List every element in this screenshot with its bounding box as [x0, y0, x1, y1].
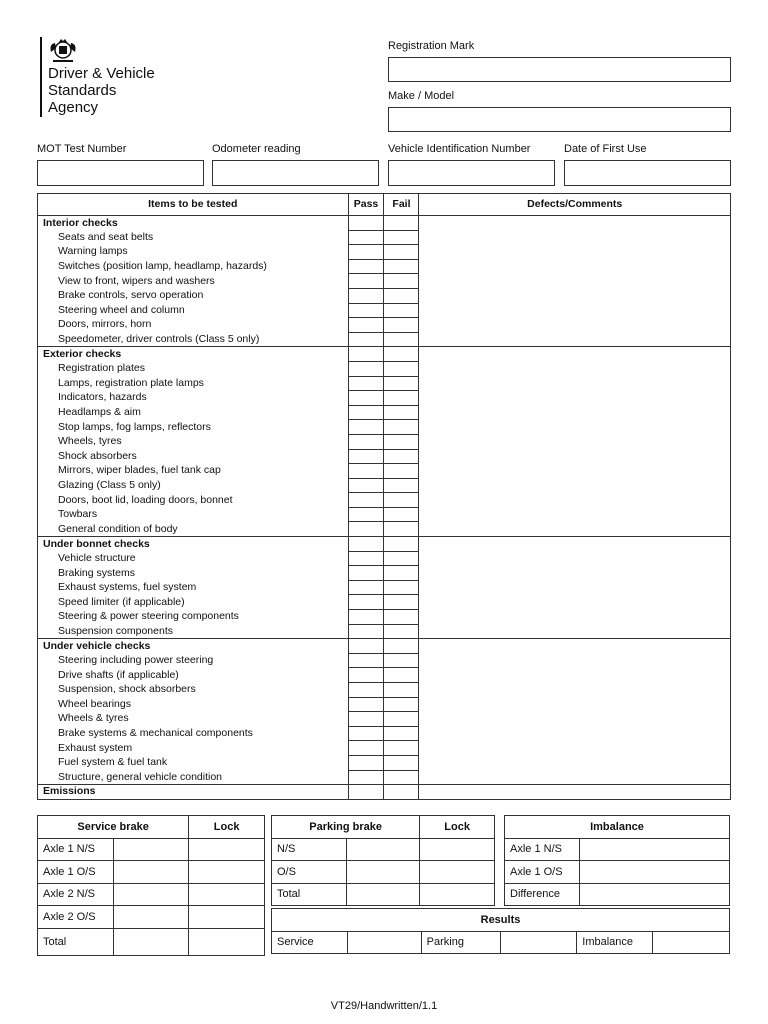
brake-value-cell[interactable] [113, 838, 189, 861]
brake-row-label: Axle 1 O/S [505, 861, 580, 884]
registration-mark-label: Registration Mark [388, 40, 475, 52]
brake-value-cell[interactable] [113, 906, 189, 929]
check-item-label: Headlamps & aim [38, 405, 349, 420]
brake-row [38, 838, 265, 861]
fail-checkbox[interactable] [384, 376, 419, 391]
service-brake-lock: Lock [189, 816, 265, 839]
comments-cell[interactable] [419, 347, 731, 362]
brake-row [505, 883, 730, 906]
check-item-label: General condition of body [38, 522, 349, 537]
fail-checkbox[interactable] [384, 697, 419, 712]
results-parking-label: Parking [421, 931, 500, 954]
comments-cell[interactable] [419, 712, 731, 727]
brake-value-cell[interactable] [346, 883, 420, 906]
check-row [38, 303, 731, 318]
comments-cell[interactable] [419, 610, 731, 625]
check-item-label: Brake systems & mechanical components [38, 726, 349, 741]
fail-checkbox[interactable] [384, 303, 419, 318]
fail-checkbox[interactable] [384, 770, 419, 785]
section-row [38, 537, 731, 552]
comments-cell[interactable] [419, 303, 731, 318]
comments-cell[interactable] [419, 259, 731, 274]
check-row [38, 580, 731, 595]
check-row [38, 755, 731, 770]
comments-cell[interactable] [419, 755, 731, 770]
brake-row [38, 928, 265, 955]
check-row [38, 288, 731, 303]
fail-checkbox[interactable] [384, 507, 419, 522]
brake-row [505, 861, 730, 884]
check-item-label: Wheels & tyres [38, 712, 349, 727]
comments-cell[interactable] [419, 361, 731, 376]
pass-checkbox[interactable] [348, 230, 384, 245]
col-pass-header: Pass [348, 194, 384, 216]
check-item-label: Drive shafts (if applicable) [38, 668, 349, 683]
emissions-pass-checkbox[interactable] [348, 785, 384, 800]
pass-checkbox[interactable] [348, 551, 384, 566]
brake-value-cell[interactable] [113, 928, 189, 955]
brake-row [272, 883, 495, 906]
pass-checkbox[interactable] [348, 624, 384, 639]
check-item-label: Exhaust system [38, 741, 349, 756]
brake-row [38, 906, 265, 929]
fail-checkbox[interactable] [384, 420, 419, 435]
pass-checkbox[interactable] [348, 434, 384, 449]
royal-crest-icon [48, 38, 78, 64]
check-row [38, 741, 731, 756]
agency-line2: Standards [48, 82, 117, 99]
section-row [38, 639, 731, 654]
check-item-label: Vehicle structure [38, 551, 349, 566]
check-row [38, 259, 731, 274]
check-row [38, 420, 731, 435]
pass-checkbox[interactable] [348, 741, 384, 756]
brake-row-label: Axle 2 N/S [38, 883, 114, 906]
check-row [38, 653, 731, 668]
comments-cell[interactable] [419, 318, 731, 333]
pass-checkbox[interactable] [348, 610, 384, 625]
comments-cell[interactable] [419, 391, 731, 406]
comments-cell[interactable] [419, 537, 731, 552]
checks-table [37, 193, 731, 800]
make-model-field[interactable] [388, 107, 731, 132]
comments-cell[interactable] [419, 726, 731, 741]
results-imbalance-label: Imbalance [577, 931, 653, 954]
comments-cell[interactable] [419, 741, 731, 756]
comments-cell[interactable] [419, 595, 731, 610]
pass-checkbox[interactable] [348, 332, 384, 347]
pass-checkbox[interactable] [348, 697, 384, 712]
comments-cell[interactable] [419, 216, 731, 231]
comments-cell[interactable] [419, 464, 731, 479]
check-row [38, 230, 731, 245]
check-item-label: Seats and seat belts [38, 230, 349, 245]
section-pass-spacer [348, 537, 384, 552]
check-row [38, 332, 731, 347]
section-title: Exterior checks [38, 347, 349, 362]
emissions-row [38, 785, 731, 800]
brake-value-cell[interactable] [189, 906, 265, 929]
section-fail-spacer [384, 537, 419, 552]
comments-cell[interactable] [419, 405, 731, 420]
pass-checkbox[interactable] [348, 507, 384, 522]
check-row [38, 668, 731, 683]
agency-line1: Driver & Vehicle [48, 65, 155, 82]
check-item-label: Speedometer, driver controls (Class 5 only) [38, 332, 349, 347]
check-row [38, 245, 731, 260]
pass-checkbox[interactable] [348, 245, 384, 260]
form-reference: VT29/Handwritten/1.1 [330, 1000, 438, 1012]
col-comments-header: Defects/Comments [419, 194, 731, 216]
comments-cell[interactable] [419, 770, 731, 785]
fail-checkbox[interactable] [384, 726, 419, 741]
brake-row-label: Axle 1 N/S [505, 838, 580, 861]
pass-checkbox[interactable] [348, 712, 384, 727]
comments-cell[interactable] [419, 449, 731, 464]
fail-checkbox[interactable] [384, 668, 419, 683]
pass-checkbox[interactable] [348, 755, 384, 770]
brake-row-label: Difference [505, 883, 580, 906]
results-service-label: Service [272, 931, 348, 954]
check-item-label: Suspension, shock absorbers [38, 683, 349, 698]
pass-checkbox[interactable] [348, 318, 384, 333]
fail-checkbox[interactable] [384, 391, 419, 406]
fail-checkbox[interactable] [384, 361, 419, 376]
vin-field[interactable] [388, 160, 555, 186]
fail-checkbox[interactable] [384, 712, 419, 727]
check-item-label: Warning lamps [38, 245, 349, 260]
check-row [38, 551, 731, 566]
comments-cell[interactable] [419, 683, 731, 698]
comments-cell[interactable] [419, 376, 731, 391]
fail-checkbox[interactable] [384, 274, 419, 289]
section-row [38, 347, 731, 362]
check-row [38, 478, 731, 493]
comments-cell[interactable] [419, 507, 731, 522]
check-item-label: Shock absorbers [38, 449, 349, 464]
check-item-label: Switches (position lamp, headlamp, hazards) [38, 259, 349, 274]
section-pass-spacer [348, 639, 384, 654]
comments-cell[interactable] [419, 580, 731, 595]
results-parking-value[interactable] [500, 931, 577, 954]
section-fail-spacer [384, 639, 419, 654]
check-row [38, 610, 731, 625]
check-row [38, 274, 731, 289]
mot-test-number-field[interactable] [37, 160, 204, 186]
fail-checkbox[interactable] [384, 434, 419, 449]
brake-row [272, 838, 495, 861]
brake-value-cell[interactable] [579, 883, 729, 906]
check-item-label: Indicators, hazards [38, 391, 349, 406]
fail-checkbox[interactable] [384, 318, 419, 333]
fail-checkbox[interactable] [384, 580, 419, 595]
pass-checkbox[interactable] [348, 420, 384, 435]
brake-value-cell[interactable] [420, 861, 495, 884]
check-row [38, 391, 731, 406]
brake-row-label: O/S [272, 861, 347, 884]
agency-name [48, 65, 155, 116]
parking-brake-table [271, 815, 495, 906]
check-row [38, 726, 731, 741]
imbalance-table [504, 815, 730, 906]
brake-value-cell[interactable] [189, 928, 265, 955]
date-first-use-field[interactable] [564, 160, 731, 186]
comments-cell[interactable] [419, 230, 731, 245]
pass-checkbox[interactable] [348, 566, 384, 581]
brake-value-cell[interactable] [189, 883, 265, 906]
brake-row [272, 861, 495, 884]
check-row [38, 318, 731, 333]
check-item-label: Mirrors, wiper blades, fuel tank cap [38, 464, 349, 479]
section-title: Interior checks [38, 216, 349, 231]
brake-value-cell[interactable] [346, 861, 420, 884]
check-row [38, 493, 731, 508]
pass-checkbox[interactable] [348, 668, 384, 683]
fail-checkbox[interactable] [384, 522, 419, 537]
check-row [38, 507, 731, 522]
fail-checkbox[interactable] [384, 595, 419, 610]
fail-checkbox[interactable] [384, 493, 419, 508]
comments-cell[interactable] [419, 551, 731, 566]
comments-cell[interactable] [419, 274, 731, 289]
brake-row-label: Axle 1 N/S [38, 838, 114, 861]
section-fail-spacer [384, 216, 419, 231]
fail-checkbox[interactable] [384, 755, 419, 770]
parking-brake-lock: Lock [420, 816, 495, 839]
check-row [38, 434, 731, 449]
comments-cell[interactable] [419, 566, 731, 581]
fail-checkbox[interactable] [384, 405, 419, 420]
comments-cell[interactable] [419, 420, 731, 435]
section-title: Under vehicle checks [38, 639, 349, 654]
mot-test-number-label: MOT Test Number [37, 143, 127, 155]
results-title: Results [272, 909, 730, 932]
brake-row-label: Total [272, 883, 347, 906]
service-brake-table [37, 815, 265, 956]
service-brake-title: Service brake [38, 816, 189, 839]
check-item-label: Steering & power steering components [38, 610, 349, 625]
brake-value-cell[interactable] [579, 838, 729, 861]
brake-row-label: Axle 1 O/S [38, 861, 114, 884]
registration-mark-field[interactable] [388, 57, 731, 82]
check-item-label: Lamps, registration plate lamps [38, 376, 349, 391]
comments-cell[interactable] [419, 478, 731, 493]
check-item-label: Structure, general vehicle condition [38, 770, 349, 785]
pass-checkbox[interactable] [348, 376, 384, 391]
check-row [38, 712, 731, 727]
comments-cell[interactable] [419, 434, 731, 449]
pass-checkbox[interactable] [348, 464, 384, 479]
check-item-label: Steering including power steering [38, 653, 349, 668]
check-item-label: Wheels, tyres [38, 434, 349, 449]
fail-checkbox[interactable] [384, 683, 419, 698]
brake-value-cell[interactable] [420, 883, 495, 906]
col-items-header: Items to be tested [38, 194, 349, 216]
section-pass-spacer [348, 347, 384, 362]
fail-checkbox[interactable] [384, 230, 419, 245]
check-item-label: Doors, boot lid, loading doors, bonnet [38, 493, 349, 508]
fail-checkbox[interactable] [384, 332, 419, 347]
check-item-label: Wheel bearings [38, 697, 349, 712]
check-item-label: Speed limiter (if applicable) [38, 595, 349, 610]
check-row [38, 449, 731, 464]
check-row [38, 522, 731, 537]
comments-cell[interactable] [419, 653, 731, 668]
brake-value-cell[interactable] [113, 883, 189, 906]
agency-line3: Agency [48, 99, 99, 116]
pass-checkbox[interactable] [348, 726, 384, 741]
comments-cell[interactable] [419, 697, 731, 712]
check-item-label: Fuel system & fuel tank [38, 755, 349, 770]
results-table [271, 908, 730, 954]
imbalance-title: Imbalance [505, 816, 730, 839]
fail-checkbox[interactable] [384, 551, 419, 566]
section-pass-spacer [348, 216, 384, 231]
vin-label: Vehicle Identification Number [388, 143, 531, 155]
check-item-label: Brake controls, servo operation [38, 288, 349, 303]
pass-checkbox[interactable] [348, 274, 384, 289]
check-row [38, 361, 731, 376]
pass-checkbox[interactable] [348, 595, 384, 610]
comments-cell[interactable] [419, 624, 731, 639]
comments-cell[interactable] [419, 639, 731, 654]
pass-checkbox[interactable] [348, 303, 384, 318]
check-row [38, 464, 731, 479]
fail-checkbox[interactable] [384, 610, 419, 625]
check-item-label: Towbars [38, 507, 349, 522]
pass-checkbox[interactable] [348, 259, 384, 274]
pass-checkbox[interactable] [348, 449, 384, 464]
fail-checkbox[interactable] [384, 464, 419, 479]
pass-checkbox[interactable] [348, 522, 384, 537]
results-imbalance-value[interactable] [653, 931, 730, 954]
brake-value-cell[interactable] [420, 838, 495, 861]
make-model-label: Make / Model [388, 90, 455, 102]
check-row [38, 566, 731, 581]
check-item-label: Registration plates [38, 361, 349, 376]
logo-bar [40, 37, 42, 117]
brake-value-cell[interactable] [113, 861, 189, 884]
check-row [38, 624, 731, 639]
fail-checkbox[interactable] [384, 741, 419, 756]
brake-value-cell[interactable] [189, 861, 265, 884]
check-item-label: Doors, mirrors, horn [38, 318, 349, 333]
comments-cell[interactable] [419, 245, 731, 260]
brake-row-label: Total [38, 928, 114, 955]
pass-checkbox[interactable] [348, 683, 384, 698]
check-row [38, 683, 731, 698]
date-first-use-label: Date of First Use [564, 143, 647, 155]
fail-checkbox[interactable] [384, 449, 419, 464]
fail-checkbox[interactable] [384, 624, 419, 639]
comments-cell[interactable] [419, 668, 731, 683]
section-fail-spacer [384, 347, 419, 362]
pass-checkbox[interactable] [348, 288, 384, 303]
pass-checkbox[interactable] [348, 493, 384, 508]
check-item-label: Steering wheel and column [38, 303, 349, 318]
pass-checkbox[interactable] [348, 405, 384, 420]
brake-row [505, 838, 730, 861]
pass-checkbox[interactable] [348, 770, 384, 785]
comments-cell[interactable] [419, 522, 731, 537]
section-title: Under bonnet checks [38, 537, 349, 552]
col-fail-header: Fail [384, 194, 419, 216]
fail-checkbox[interactable] [384, 245, 419, 260]
check-item-label: Exhaust systems, fuel system [38, 580, 349, 595]
fail-checkbox[interactable] [384, 478, 419, 493]
check-item-label: View to front, wipers and washers [38, 274, 349, 289]
brake-value-cell[interactable] [189, 838, 265, 861]
pass-checkbox[interactable] [348, 478, 384, 493]
brake-row-label: N/S [272, 838, 347, 861]
check-item-label: Stop lamps, fog lamps, reflectors [38, 420, 349, 435]
check-row [38, 770, 731, 785]
emissions-label: Emissions [38, 785, 349, 800]
comments-cell[interactable] [419, 493, 731, 508]
parking-brake-title: Parking brake [272, 816, 420, 839]
check-row [38, 376, 731, 391]
fail-checkbox[interactable] [384, 288, 419, 303]
check-item-label: Glazing (Class 5 only) [38, 478, 349, 493]
brake-row [38, 883, 265, 906]
check-row [38, 697, 731, 712]
comments-cell[interactable] [419, 288, 731, 303]
fail-checkbox[interactable] [384, 653, 419, 668]
odometer-field[interactable] [212, 160, 379, 186]
results-service-value[interactable] [347, 931, 421, 954]
pass-checkbox[interactable] [348, 653, 384, 668]
check-item-label: Suspension components [38, 624, 349, 639]
check-row [38, 405, 731, 420]
check-item-label: Braking systems [38, 566, 349, 581]
brake-value-cell[interactable] [346, 838, 420, 861]
pass-checkbox[interactable] [348, 391, 384, 406]
brake-row [38, 861, 265, 884]
odometer-label: Odometer reading [212, 143, 301, 155]
fail-checkbox[interactable] [384, 259, 419, 274]
emissions-comments-cell[interactable] [419, 785, 731, 800]
pass-checkbox[interactable] [348, 361, 384, 376]
check-row [38, 595, 731, 610]
pass-checkbox[interactable] [348, 580, 384, 595]
brake-row-label: Axle 2 O/S [38, 906, 114, 929]
fail-checkbox[interactable] [384, 566, 419, 581]
brake-value-cell[interactable] [579, 861, 729, 884]
emissions-fail-checkbox[interactable] [384, 785, 419, 800]
section-row [38, 216, 731, 231]
comments-cell[interactable] [419, 332, 731, 347]
